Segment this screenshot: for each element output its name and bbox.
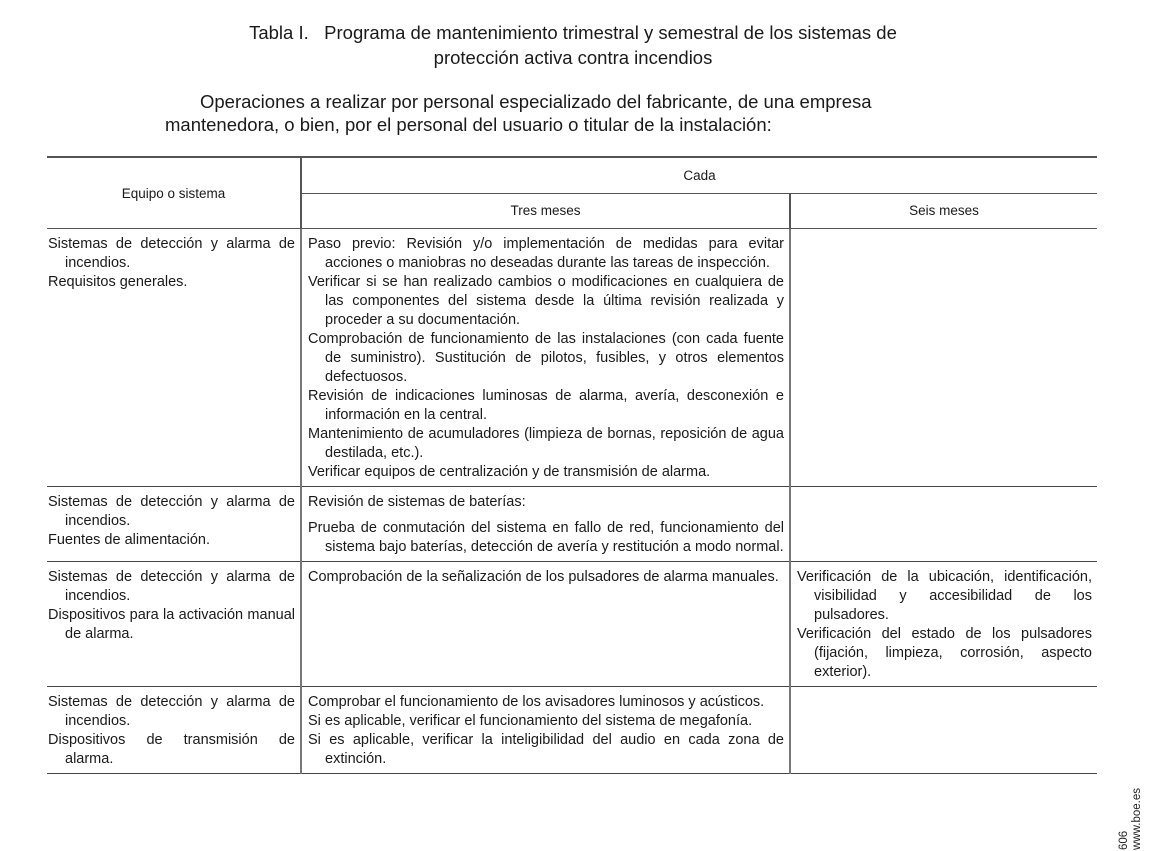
equipo-cell (47, 562, 301, 687)
operation-item: Revisión de sistemas de baterías: (308, 494, 526, 510)
operation-item: Comprobación de la señalización de los pulsadores de alarma manuales. (308, 569, 779, 585)
header-seis-meses: Seis meses (790, 193, 1097, 229)
operation-item: Comprobar el funcionamiento de los avisadores luminosos y acústicos. (308, 694, 765, 710)
operation-item: Si es aplicable, verificar el funcionamiento del sistema de megafonía. (308, 713, 753, 729)
table-title-line-2: protección activa contra incendios (433, 47, 713, 68)
equipo-cell (47, 687, 301, 774)
operation-item: Verificar si se han realizado cambios o modificaciones en cualquiera de las componentes del sistema desde la última revisión realizada y proceder a su documentación. (308, 274, 784, 328)
equipo-cell (47, 229, 301, 487)
equipment-line: Sistemas de detección y alarma de incendios. (48, 494, 295, 529)
equipment-line: Dispositivos de transmisión de alarma. (48, 732, 295, 767)
equipment-line: Sistemas de detección y alarma de incendios. (48, 569, 295, 604)
intro-line-1: Operaciones a realizar por personal especializado del fabricante, de una empresa (200, 91, 872, 112)
header-equipo-sistema: Equipo o sistema (47, 157, 301, 229)
table-row (47, 562, 1097, 687)
table-body (47, 229, 1097, 774)
operation-item: Mantenimiento de acumuladores (limpieza de bornas, reposición de agua destilada, etc.). (308, 426, 784, 461)
equipment-line: Fuentes de alimentación. (48, 532, 211, 548)
seis-meses-cell (790, 229, 1097, 487)
operation-item: Si es aplicable, verificar la inteligibilidad del audio en cada zona de extinción. (308, 732, 784, 767)
maintenance-table (47, 156, 1097, 774)
seis-meses-cell (790, 487, 1097, 562)
seis-meses-cell (790, 687, 1097, 774)
operation-item: Verificación de la ubicación, identificación, visibilidad y accesibilidad de los pulsadores. (797, 569, 1092, 623)
operation-item: Comprobación de funcionamiento de las instalaciones (con cada fuente de suministro). Sustitución de pilotos, fusibles, y otros elementos defectuosos. (308, 331, 784, 385)
table-row (47, 229, 1097, 487)
side-page-fragment: 606 (1118, 830, 1130, 850)
table-row (47, 487, 1097, 562)
intro-line-2: mantenedora, o bien, por el personal del usuario o titular de la instalación: (165, 114, 772, 135)
equipo-cell (47, 487, 301, 562)
operation-item: Verificar equipos de centralización y de transmisión de alarma. (308, 464, 711, 480)
operation-item: Revisión de indicaciones luminosas de alarma, avería, desconexión e información en la central. (308, 388, 784, 423)
tres-meses-cell (301, 562, 790, 687)
header-cada: Cada (301, 157, 1097, 193)
tres-meses-cell (301, 229, 790, 487)
intro-paragraph (165, 90, 985, 136)
equipment-line: Sistemas de detección y alarma de incendios. (48, 236, 295, 271)
operation-item: Paso previo: Revisión y/o implementación de medidas para evitar acciones o maniobras no deseadas durante las tareas de inspección. (308, 236, 784, 271)
tres-meses-cell (301, 487, 790, 562)
equipment-line: Requisitos generales. (48, 274, 188, 290)
equipment-line: Dispositivos para la activación manual de alarma. (48, 607, 295, 642)
side-note (1118, 788, 1144, 850)
table-row (47, 687, 1097, 774)
header-tres-meses: Tres meses (301, 193, 790, 229)
table-title (0, 20, 1146, 70)
tres-meses-cell (301, 687, 790, 774)
operation-item: Verificación del estado de los pulsadores (fijación, limpieza, corrosión, aspecto exterior). (797, 626, 1092, 680)
operation-item: Prueba de conmutación del sistema en fallo de red, funcionamiento del sistema bajo baterías, detección de avería y restitución a modo normal. (308, 520, 784, 555)
seis-meses-cell (790, 562, 1097, 687)
equipment-line: Sistemas de detección y alarma de incendios. (48, 694, 295, 729)
table-title-line-1: Tabla I. Programa de mantenimiento trimestral y semestral de los sistemas de (249, 22, 897, 43)
side-url: www.boe.es (1131, 787, 1143, 850)
